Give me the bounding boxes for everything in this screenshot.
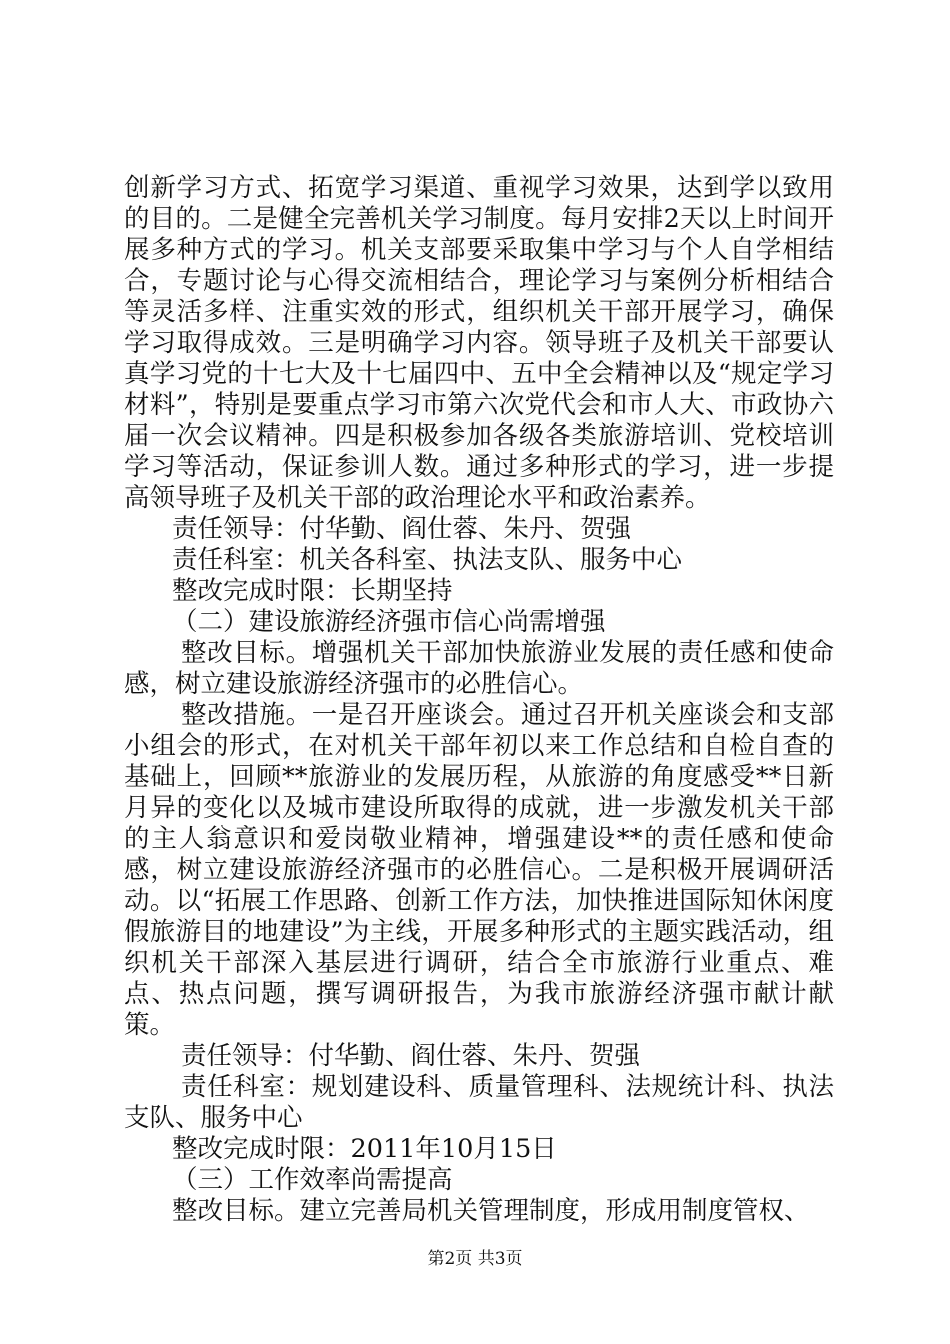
document-body (124, 173, 834, 1227)
deadline-2: 整改完成时限：2011年10月15日 (172, 1134, 557, 1164)
section-heading-3: （三）工作效率尚需提高 (172, 1165, 453, 1195)
page-footer: 第2页 共3页 (427, 1249, 523, 1269)
measures-paragraph-2: 整改措施。一是召开座谈会。通过召开机关座谈会和支部小组会的形式，在对机关干部年初以来工作总结和自检自查的基础上，回顾**旅游业的发展历程，从旅游的角度感受**日新月异的变化以及城市建设所取得的成就，进一步激发机关干部的主人翁意识和爱岗敬业精神，增强建设**的责任感和使命感，树立建设旅游经济强市的必胜信心。二是积极开展调研活动。以“拓展工作思路、创新工作方法，加快推进国际知休闲度假旅游目的地建设”为主线，开展多种形式的主题实践活动，组织机关干部深入基层进行调研，结合全市旅游行业重点、难点、热点问题，撰写调研报告，为我市旅游经济强市献计献策。 (124, 700, 834, 1040)
paragraph-study-methods: 创新学习方式、拓宽学习渠道、重视学习效果，达到学以致用的目的。二是健全完善机关学习制度。每月安排2天以上时间开展多种方式的学习。机关支部要采取集中学习与个人自学相结合，专题讨论与心得交流相结合，理论学习与案例分析相结合等灵活多样、注重实效的形式，组织机关干部开展学习，确保学习取得成效。三是明确学习内容。领导班子及机关干部要认真学习党的十七大及十七届四中、五中全会精神以及“规定学习材料”，特别是要重点学习市第六次党代会和市人大、市政协六届一次会议精神。四是积极参加各级各类旅游培训、党校培训学习等活动，保证参训人数。通过多种形式的学习，进一步提高领导班子及机关干部的政治理论水平和政治素养。 (124, 173, 834, 513)
responsible-departments-2: 责任科室：规划建设科、质量管理科、法规统计科、执法支队、服务中心 (124, 1072, 834, 1133)
goal-paragraph-2: 整改目标。增强机关干部加快旅游业发展的责任感和使命感，树立建设旅游经济强市的必胜信心。 (124, 638, 834, 699)
section-heading-2: （二）建设旅游经济强市信心尚需增强 (172, 607, 606, 637)
goal-paragraph-3: 整改目标。建立完善局机关管理制度，形成用制度管权、 (172, 1196, 810, 1226)
responsible-departments-1: 责任科室：机关各科室、执法支队、服务中心 (172, 545, 683, 575)
responsible-leaders-1: 责任领导：付华勤、阎仕蓉、朱丹、贺强 (172, 514, 632, 544)
deadline-1: 整改完成时限：长期坚持 (172, 576, 453, 606)
responsible-leaders-2: 责任领导：付华勤、阎仕蓉、朱丹、贺强 (181, 1041, 641, 1071)
